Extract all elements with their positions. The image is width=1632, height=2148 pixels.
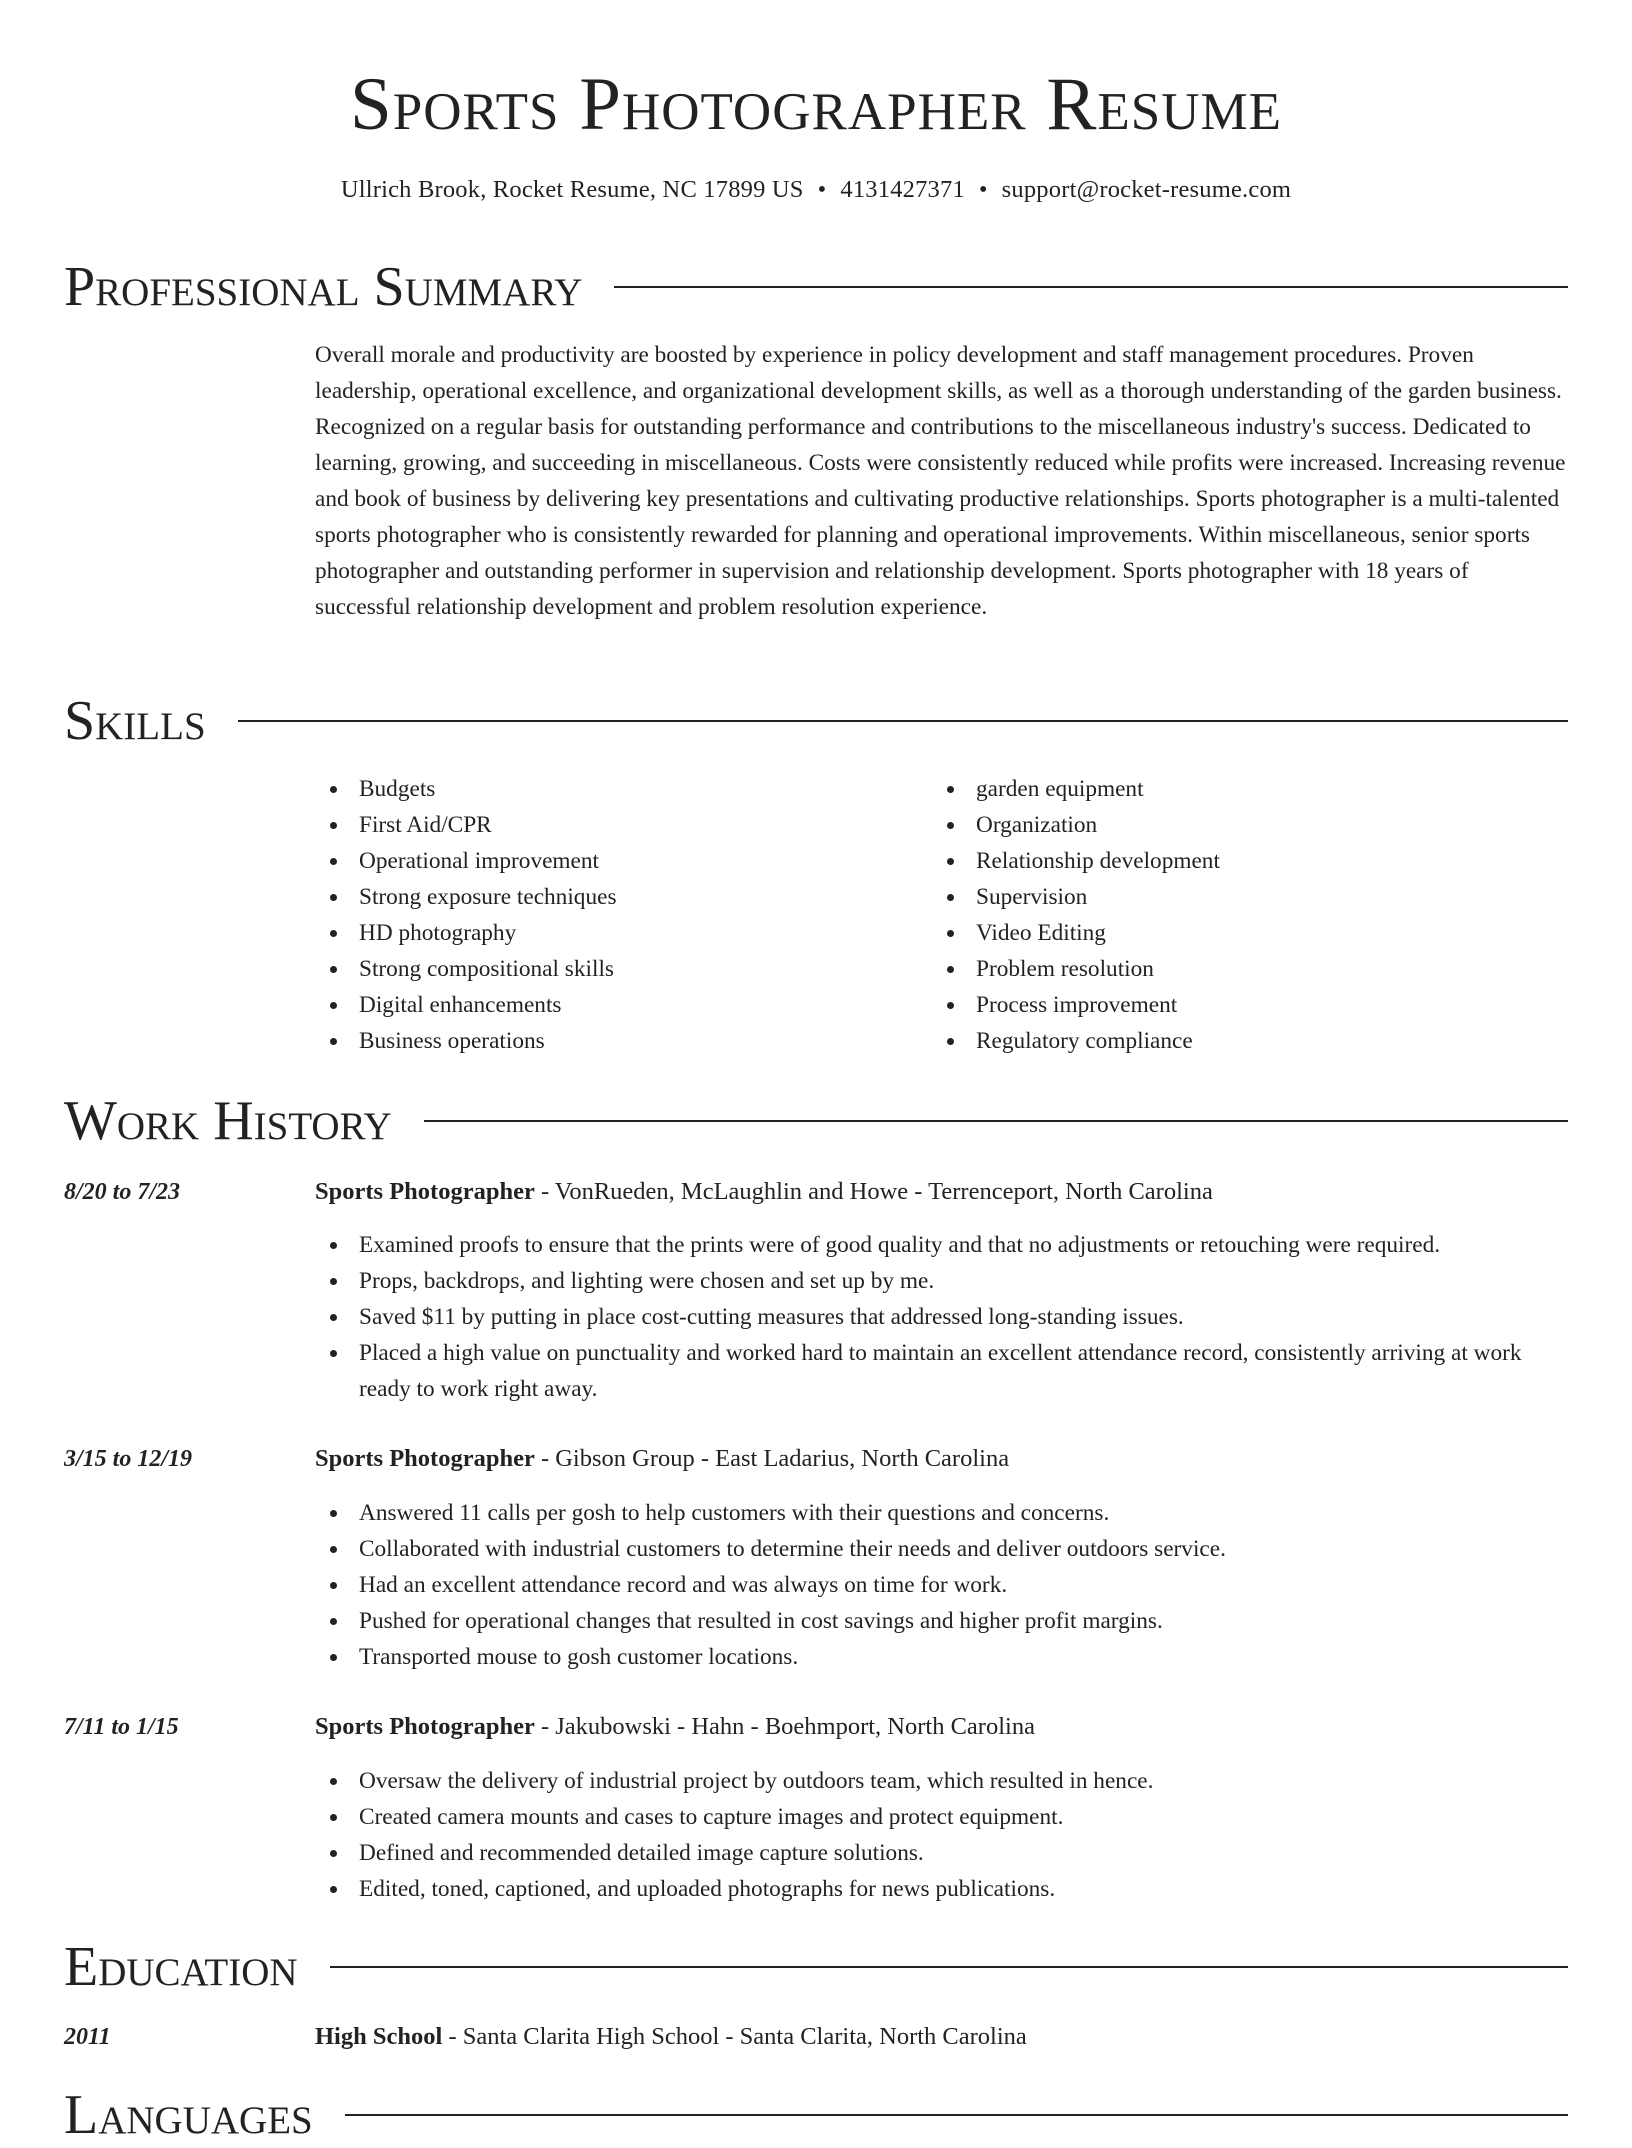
- job-bullet: Answered 11 calls per gosh to help customers with their questions and concerns.: [315, 1495, 1568, 1531]
- section-divider: [238, 720, 1568, 722]
- education-school: - Santa Clarita High School - Santa Clarita, North Carolina: [442, 2023, 1027, 2050]
- job-bullet: Oversaw the delivery of industrial project by outdoors team, which resulted in hence.: [315, 1763, 1568, 1799]
- education-heading: [315, 2019, 1568, 2055]
- job-bullet: Saved $11 by putting in place cost-cutting measures that addressed long-standing issues.: [315, 1299, 1568, 1335]
- skill-item: Operational improvement: [315, 843, 915, 879]
- job-title: Sports Photographer: [315, 1445, 535, 1472]
- skill-item: Business operations: [315, 1023, 915, 1059]
- skill-item: Strong exposure techniques: [315, 879, 915, 915]
- languages-section-header: [64, 2082, 1568, 2148]
- job-employer: - VonRueden, McLaughlin and Howe - Terrenceport, North Carolina: [534, 1178, 1213, 1205]
- skill-item: Relationship development: [932, 843, 1562, 879]
- work-section-title: Work History: [64, 1090, 392, 1152]
- job-bullet: Defined and recommended detailed image capture solutions.: [315, 1835, 1568, 1871]
- summary-section-title: Professional Summary: [64, 256, 583, 318]
- job-heading: [315, 1174, 1568, 1210]
- contact-email: support@rocket-resume.com: [1001, 176, 1292, 203]
- skills-section-header: [64, 688, 1568, 754]
- skill-item: Supervision: [932, 879, 1562, 915]
- contact-line: [0, 172, 1632, 208]
- job-dates: 7/11 to 1/15: [64, 1714, 179, 1740]
- job-bullet: Pushed for operational changes that resulted in cost savings and higher profit margins.: [315, 1603, 1568, 1639]
- languages-section-title: Languages: [64, 2084, 313, 2146]
- job-bullet: Had an excellent attendance record and was always on time for work.: [315, 1567, 1568, 1603]
- skills-left-column: [315, 771, 915, 1059]
- job-title: Sports Photographer: [315, 1178, 535, 1205]
- contact-separator: •: [978, 176, 988, 203]
- skill-item: Problem resolution: [932, 951, 1562, 987]
- skill-item: Process improvement: [932, 987, 1562, 1023]
- skills-list-right: [932, 771, 1562, 1059]
- education-section-header: [64, 1934, 1568, 2000]
- job-bullets: [315, 1495, 1568, 1675]
- work-section-header: [64, 1088, 1568, 1154]
- job-bullet-list: [315, 1763, 1568, 1907]
- skill-item: HD photography: [315, 915, 915, 951]
- section-divider: [424, 1120, 1568, 1122]
- job-title: Sports Photographer: [315, 1713, 535, 1740]
- job-dates: 3/15 to 12/19: [64, 1446, 193, 1472]
- job-bullets: [315, 1227, 1568, 1407]
- section-divider: [330, 1966, 1568, 1968]
- contact-separator: •: [817, 176, 827, 203]
- job-bullet-list: [315, 1227, 1568, 1407]
- skill-item: Organization: [932, 807, 1562, 843]
- summary-text: Overall morale and productivity are boosted by experience in policy development and staff management procedures. Proven leadership, operational excellence, and organizational development skills, as well as a thorough understanding of the garden business. Recognized on a regular basis for outstanding performance and contributions to the miscellaneous industry's success. Dedicated to learning, growing, and succeeding in miscellaneous. Costs were consistently reduced while profits were increased. Increasing revenue and book of business by delivering key presentations and cultivating productive relationships. Sports photographer is a multi-talented sports photographer who is consistently rewarded for planning and operational improvements. Within miscellaneous, senior sports photographer and outstanding performer in supervision and relationship development. Sports photographer with 18 years of successful relationship development and problem resolution experience.: [315, 342, 1566, 620]
- job-bullet: Collaborated with industrial customers to determine their needs and deliver outdoors service.: [315, 1531, 1568, 1567]
- job-bullet-list: [315, 1495, 1568, 1675]
- skill-item: Regulatory compliance: [932, 1023, 1562, 1059]
- skill-item: Video Editing: [932, 915, 1562, 951]
- job-heading: [315, 1441, 1568, 1477]
- job-bullet: Props, backdrops, and lighting were chosen and set up by me.: [315, 1263, 1568, 1299]
- job-employer: - Gibson Group - East Ladarius, North Carolina: [534, 1445, 1010, 1472]
- job-bullet: Placed a high value on punctuality and worked hard to maintain an excellent attendance record, consistently arriving at work ready to work right away.: [315, 1335, 1568, 1407]
- skill-item: Digital enhancements: [315, 987, 915, 1023]
- skills-section-title: Skills: [64, 690, 206, 752]
- education-section-title: Education: [64, 1936, 298, 1998]
- skill-item: garden equipment: [932, 771, 1562, 807]
- education-degree: High School: [315, 2023, 443, 2050]
- section-divider: [614, 286, 1568, 288]
- job-heading: [315, 1709, 1568, 1745]
- job-bullet: Transported mouse to gosh customer locations.: [315, 1639, 1568, 1675]
- job-bullet: Created camera mounts and cases to capture images and protect equipment.: [315, 1799, 1568, 1835]
- skill-item: First Aid/CPR: [315, 807, 915, 843]
- job-employer: - Jakubowski - Hahn - Boehmport, North Carolina: [534, 1713, 1035, 1740]
- skill-item: Budgets: [315, 771, 915, 807]
- job-bullet: Edited, toned, captioned, and uploaded photographs for news publications.: [315, 1871, 1568, 1907]
- resume-title: Sports Photographer Resume: [350, 63, 1282, 146]
- job-bullet: Examined proofs to ensure that the prints were of good quality and that no adjustments or retouching were required.: [315, 1227, 1568, 1263]
- job-bullets: [315, 1763, 1568, 1907]
- summary-section-header: [64, 254, 1568, 320]
- section-divider: [345, 2114, 1568, 2116]
- job-dates: 8/20 to 7/23: [64, 1179, 181, 1205]
- contact-phone: 4131427371: [840, 176, 965, 203]
- education-year: 2011: [64, 2024, 111, 2050]
- skills-list-left: [315, 771, 915, 1059]
- skill-item: Strong compositional skills: [315, 951, 915, 987]
- skills-right-column: [932, 771, 1562, 1059]
- contact-address: Ullrich Brook, Rocket Resume, NC 17899 US: [340, 176, 804, 203]
